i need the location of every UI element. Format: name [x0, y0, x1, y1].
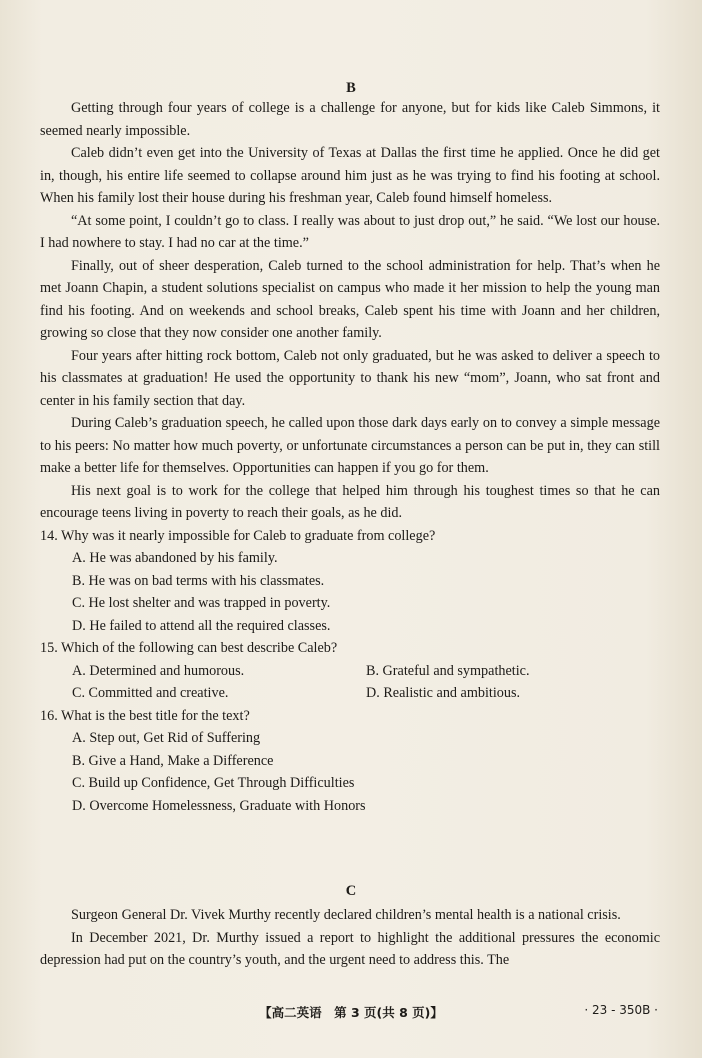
- question-stem: 15. Which of the following can best describe Caleb?: [40, 640, 338, 656]
- option-d: D. Realistic and ambitious.: [366, 685, 521, 701]
- option-c: C. Build up Confidence, Get Through Difficulties: [72, 775, 355, 791]
- section-c-passage: [40, 904, 660, 972]
- option-a: A. He was abandoned by his family.: [72, 550, 278, 566]
- paragraph: In December 2021, Dr. Murthy issued a report to highlight the additional pressures the economic depression had put on the country’s youth, and the urgent need to address this. The: [40, 929, 660, 968]
- option-b: B. Grateful and sympathetic.: [366, 662, 530, 679]
- paragraph: Getting through four years of college is a challenge for anyone, but for kids like Caleb Simmons, it seemed nearly impossible.: [40, 100, 660, 139]
- option-d: D. Overcome Homelessness, Graduate with Honors: [72, 797, 366, 814]
- option-c: C. Committed and creative.: [72, 685, 229, 701]
- option-b: B. Give a Hand, Make a Difference: [72, 752, 274, 769]
- option-c: C. He lost shelter and was trapped in poverty.: [72, 595, 331, 611]
- paragraph: Four years after hitting rock bottom, Caleb not only graduated, but he was asked to deliver a speech to his classmates at graduation! He used the opportunity to thank his new “mom”, Joann, who sat front and center in his family section that day.: [40, 347, 660, 409]
- exam-code: · 23 - 350B ·: [584, 1003, 658, 1017]
- section-b-passage: [40, 97, 660, 817]
- option-a: A. Determined and humorous.: [72, 662, 245, 679]
- paragraph: “At some point, I couldn’t go to class. I really was about to just drop out,” he said. “We lost our house. I had nowhere to stay. I had no car at the time.”: [40, 212, 660, 251]
- option-b: B. He was on bad terms with his classmates.: [72, 572, 325, 589]
- page-number-label: 【高二英语 第 3 页(共 8 页)】: [259, 1005, 443, 1020]
- question-15: [40, 637, 660, 705]
- question-stem: 14. Why was it nearly impossible for Caleb to graduate from college?: [40, 527, 436, 544]
- question-stem: 16. What is the best title for the text?: [40, 707, 250, 724]
- paragraph: Surgeon General Dr. Vivek Murthy recently declared children’s mental health is a national crisis.: [71, 907, 621, 923]
- paragraph: His next goal is to work for the college that helped him through his toughest times so that he can encourage teens living in poverty to reach their goals, as he did.: [40, 482, 660, 521]
- question-14: [40, 525, 660, 638]
- section-c-label: C: [345, 883, 357, 899]
- section-b-label: B: [346, 80, 356, 96]
- paragraph: Caleb didn’t even get into the University of Texas at Dallas the first time he applied. Once he did get in, though, his entire life seemed to collapse around him just as he was trying to find his footing at school. When his family lost their house during his freshman year, Caleb found himself homeless.: [40, 145, 660, 206]
- paragraph: During Caleb’s graduation speech, he called upon those dark days early on to convey a simple message to his peers: No matter how much poverty, or unfortunate circumstances a person can be put in, they can still make a better life for themselves. Opportunities can happen if you go for them.: [40, 415, 660, 476]
- option-d: D. He failed to attend all the required classes.: [72, 617, 331, 634]
- question-16: [40, 705, 660, 818]
- option-a: A. Step out, Get Rid of Suffering: [72, 730, 261, 746]
- paragraph: Finally, out of sheer desperation, Caleb turned to the school administration for help. That’s when he met Joann Chapin, a student solutions specialist on campus who made it her mission to help the young man find his footing. And on weekends and school breaks, Caleb spent his time with Joann and her children, growing so close that they now consider one another family.: [40, 257, 660, 341]
